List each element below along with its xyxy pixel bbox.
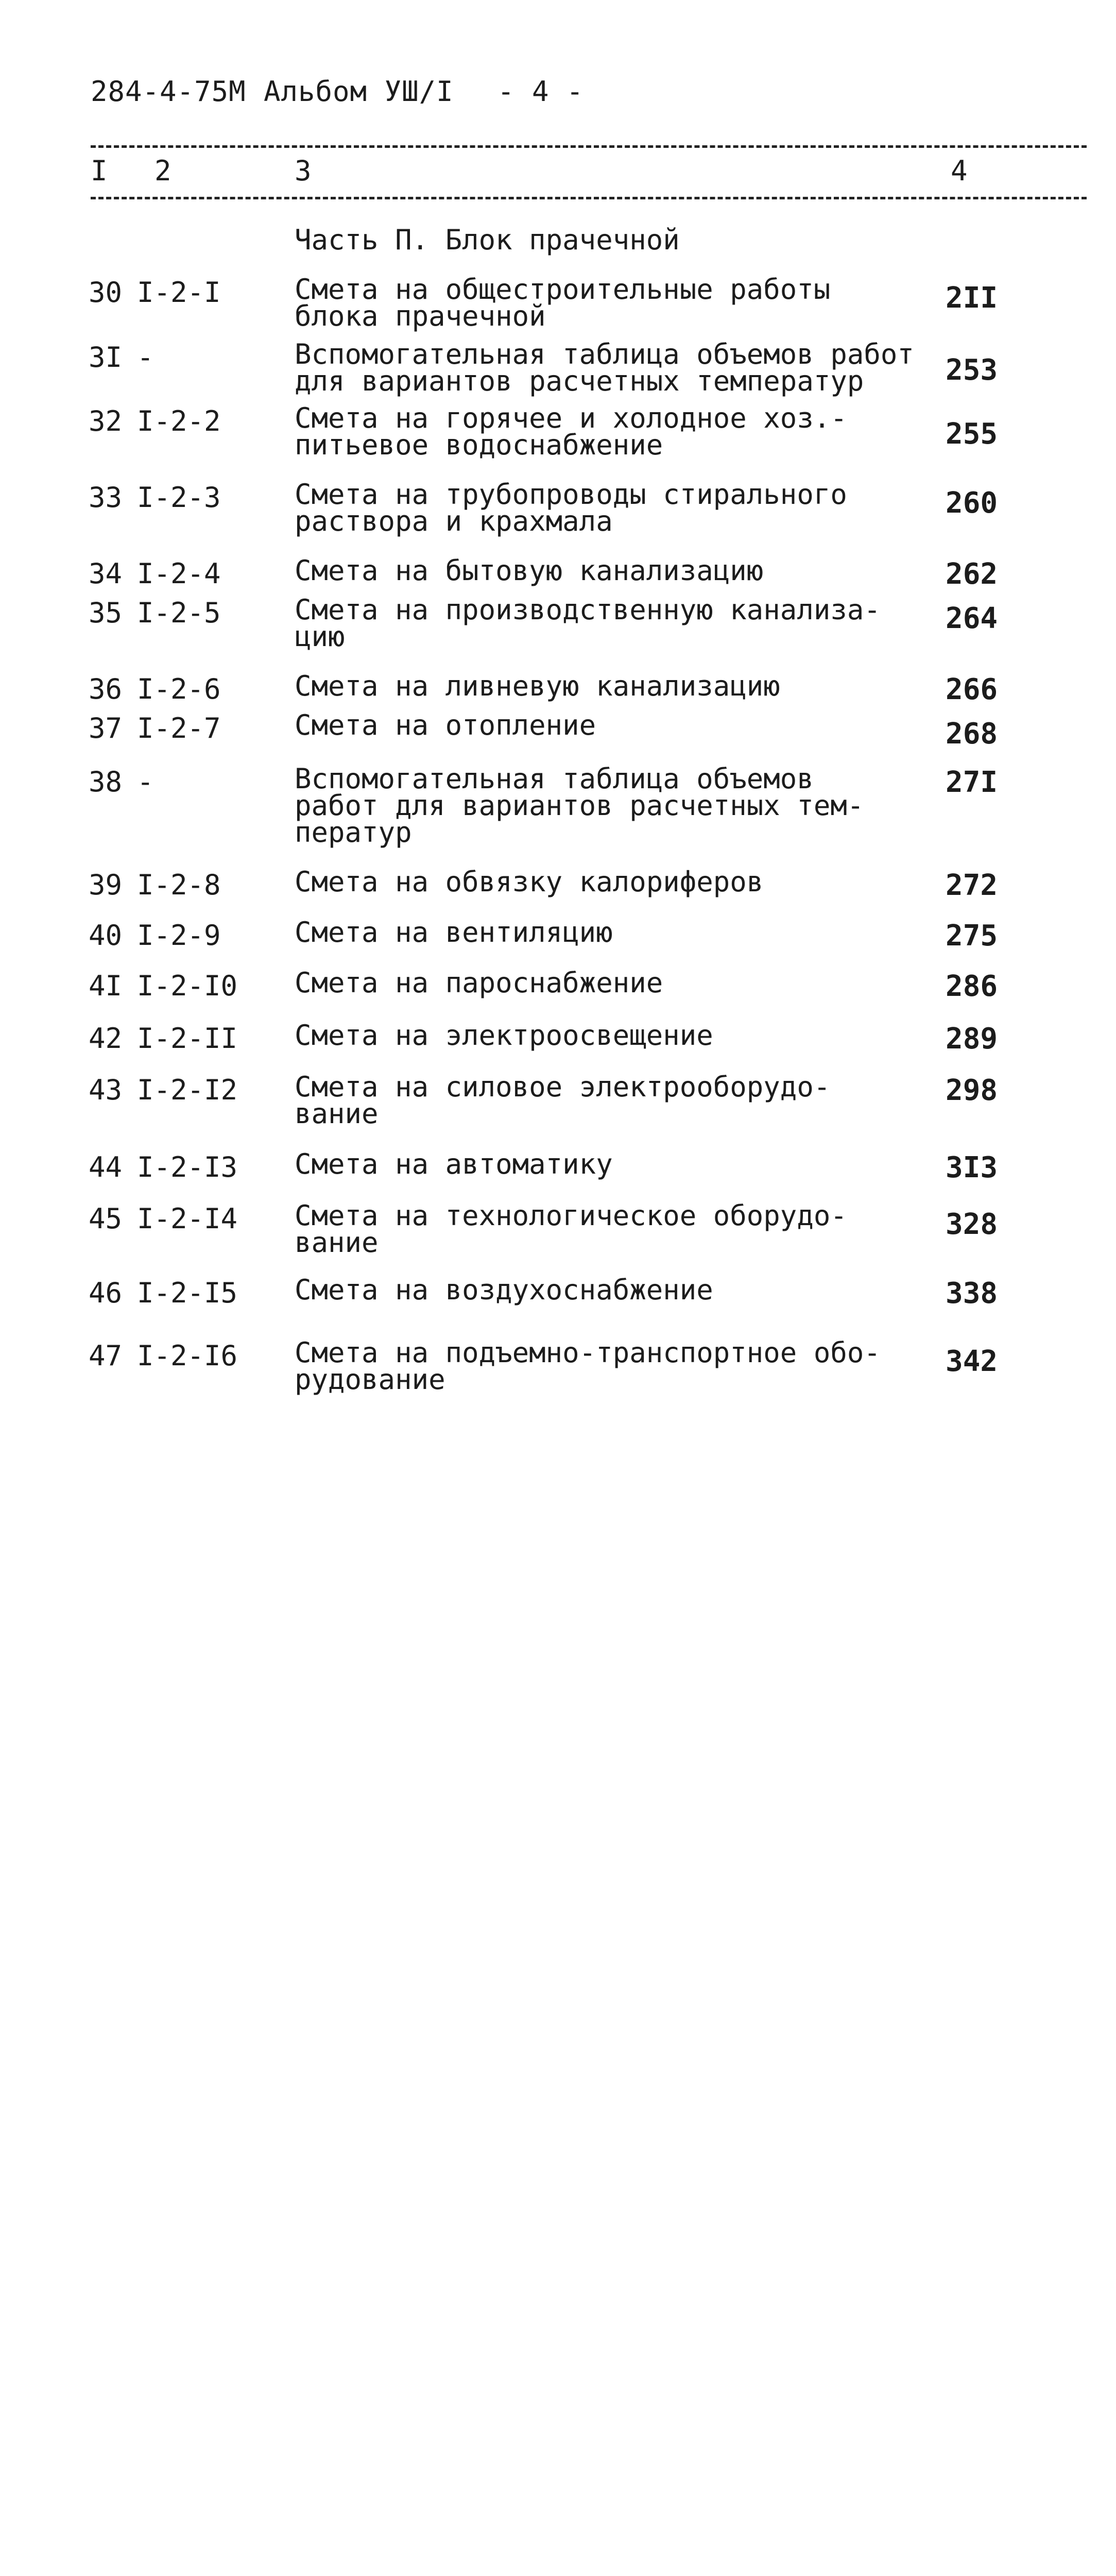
column-header-3: 3 bbox=[295, 155, 312, 187]
row-page-number: 255 bbox=[946, 417, 998, 451]
row-description bbox=[295, 594, 902, 653]
row-code: - bbox=[137, 341, 154, 374]
row-description bbox=[295, 1148, 902, 1180]
row-description bbox=[295, 273, 902, 332]
row-code: I-2-I2 bbox=[137, 1074, 238, 1106]
row-description-line: работ для вариантов расчетных тем- bbox=[295, 789, 864, 822]
row-code: - bbox=[137, 766, 154, 798]
row-page-number: 2II bbox=[946, 281, 998, 315]
row-description-line: Смета на трубопроводы стирального bbox=[295, 478, 847, 511]
section-title: Часть П. Блок прачечной bbox=[295, 224, 680, 256]
row-description bbox=[295, 762, 902, 849]
row-description-line: Смета на горячее и холодное хоз.- bbox=[295, 402, 847, 434]
row-description bbox=[295, 1071, 902, 1130]
row-description-line: Смета на бытовую канализацию bbox=[295, 554, 764, 587]
column-header-2: 2 bbox=[154, 155, 171, 187]
row-description bbox=[295, 866, 902, 898]
row-description-line: вание bbox=[295, 1097, 379, 1130]
row-code: I-2-9 bbox=[137, 919, 221, 952]
row-code: I-2-I4 bbox=[137, 1202, 238, 1235]
row-description-line: рудование bbox=[295, 1363, 445, 1396]
row-code: I-2-2 bbox=[137, 405, 221, 437]
dashed-rule-bottom bbox=[91, 197, 1087, 199]
row-description-line: блока прачечной bbox=[295, 300, 546, 332]
row-code: I-2-II bbox=[137, 1022, 238, 1055]
row-code: I-2-3 bbox=[137, 481, 221, 514]
row-number: 47 bbox=[89, 1340, 123, 1372]
row-description-line: Вспомогательная таблица объемов bbox=[295, 762, 814, 795]
row-page-number: 286 bbox=[946, 970, 998, 1003]
row-description bbox=[295, 709, 902, 741]
row-number: 40 bbox=[89, 919, 123, 952]
row-description-line: Смета на пароснабжение bbox=[295, 967, 663, 999]
row-description-line: Вспомогательная таблица объемов работ bbox=[295, 338, 914, 370]
row-page-number: 253 bbox=[946, 353, 998, 387]
row-number: 42 bbox=[89, 1022, 123, 1055]
row-description-line: Смета на технологическое оборудо- bbox=[295, 1199, 847, 1232]
row-number: 35 bbox=[89, 597, 123, 629]
row-page-number: 272 bbox=[946, 869, 998, 902]
row-code: I-2-7 bbox=[137, 712, 221, 744]
album-label: Альбом УШ/I bbox=[264, 75, 454, 108]
row-page-number: 260 bbox=[946, 486, 998, 520]
row-number: 46 bbox=[89, 1277, 123, 1309]
row-description-line: Смета на обвязку калориферов bbox=[295, 866, 764, 898]
page-number: - 4 - bbox=[497, 75, 584, 108]
row-page-number: 275 bbox=[946, 919, 998, 953]
row-page-number: 27I bbox=[946, 766, 998, 799]
row-code: I-2-I0 bbox=[137, 970, 238, 1002]
row-description bbox=[295, 1019, 902, 1052]
row-description bbox=[295, 1199, 902, 1259]
row-page-number: 298 bbox=[946, 1074, 998, 1107]
row-description bbox=[295, 402, 902, 461]
row-number: 32 bbox=[89, 405, 123, 437]
row-description bbox=[295, 670, 902, 702]
row-description-line: для вариантов расчетных температур bbox=[295, 365, 864, 397]
row-code: I-2-8 bbox=[137, 869, 221, 901]
row-code: I-2-4 bbox=[137, 557, 221, 590]
document-code: 284-4-75М bbox=[91, 75, 246, 108]
row-description-line: Смета на воздухоснабжение bbox=[295, 1274, 713, 1306]
row-description bbox=[295, 478, 902, 537]
row-description-line: цию bbox=[295, 620, 345, 653]
row-number: 39 bbox=[89, 869, 123, 901]
row-page-number: 289 bbox=[946, 1022, 998, 1056]
row-number: 3I bbox=[89, 341, 123, 374]
row-number: 44 bbox=[89, 1151, 123, 1183]
row-code: I-2-5 bbox=[137, 597, 221, 629]
row-description-line: Смета на электроосвещение bbox=[295, 1019, 713, 1052]
row-description-line: ператур bbox=[295, 816, 412, 849]
row-description-line: Смета на ливневую канализацию bbox=[295, 670, 780, 702]
row-page-number: 268 bbox=[946, 717, 998, 751]
row-code: I-2-I3 bbox=[137, 1151, 238, 1183]
dashed-rule-top bbox=[91, 145, 1087, 148]
row-page-number: 342 bbox=[946, 1345, 998, 1378]
row-description bbox=[295, 1336, 902, 1396]
row-number: 4I bbox=[89, 970, 123, 1002]
row-number: 30 bbox=[89, 276, 123, 309]
row-number: 45 bbox=[89, 1202, 123, 1235]
row-number: 38 bbox=[89, 766, 123, 798]
row-description-line: питьевое водоснабжение bbox=[295, 429, 663, 461]
row-number: 43 bbox=[89, 1074, 123, 1106]
row-code: I-2-I5 bbox=[137, 1277, 238, 1309]
row-page-number: 338 bbox=[946, 1277, 998, 1310]
row-description bbox=[295, 338, 914, 397]
row-page-number: 262 bbox=[946, 557, 998, 591]
row-description bbox=[295, 554, 902, 587]
row-description-line: Смета на общестроительные работы bbox=[295, 273, 831, 306]
row-description bbox=[295, 967, 902, 999]
row-description-line: Смета на отопление bbox=[295, 709, 596, 741]
row-description bbox=[295, 916, 902, 948]
row-description-line: раствора и крахмала bbox=[295, 505, 613, 537]
row-description-line: Смета на автоматику bbox=[295, 1148, 613, 1180]
row-description-line: вание bbox=[295, 1226, 379, 1259]
row-description-line: Смета на вентиляцию bbox=[295, 916, 613, 948]
row-description-line: Смета на подъемно-транспортное обо- bbox=[295, 1336, 881, 1369]
row-description bbox=[295, 1274, 902, 1306]
row-number: 36 bbox=[89, 673, 123, 705]
row-number: 37 bbox=[89, 712, 123, 744]
row-code: I-2-I bbox=[137, 276, 221, 309]
column-header-1: I bbox=[91, 155, 108, 187]
row-code: I-2-I6 bbox=[137, 1340, 238, 1372]
column-header-4: 4 bbox=[951, 155, 968, 187]
row-description-line: Смета на производственную канализа- bbox=[295, 594, 881, 626]
row-page-number: 264 bbox=[946, 602, 998, 635]
row-page-number: 266 bbox=[946, 673, 998, 706]
row-code: I-2-6 bbox=[137, 673, 221, 705]
row-number: 33 bbox=[89, 481, 123, 514]
row-page-number: 328 bbox=[946, 1208, 998, 1241]
row-number: 34 bbox=[89, 557, 123, 590]
row-description-line: Смета на силовое электрооборудо- bbox=[295, 1071, 831, 1103]
row-page-number: 3I3 bbox=[946, 1151, 998, 1184]
